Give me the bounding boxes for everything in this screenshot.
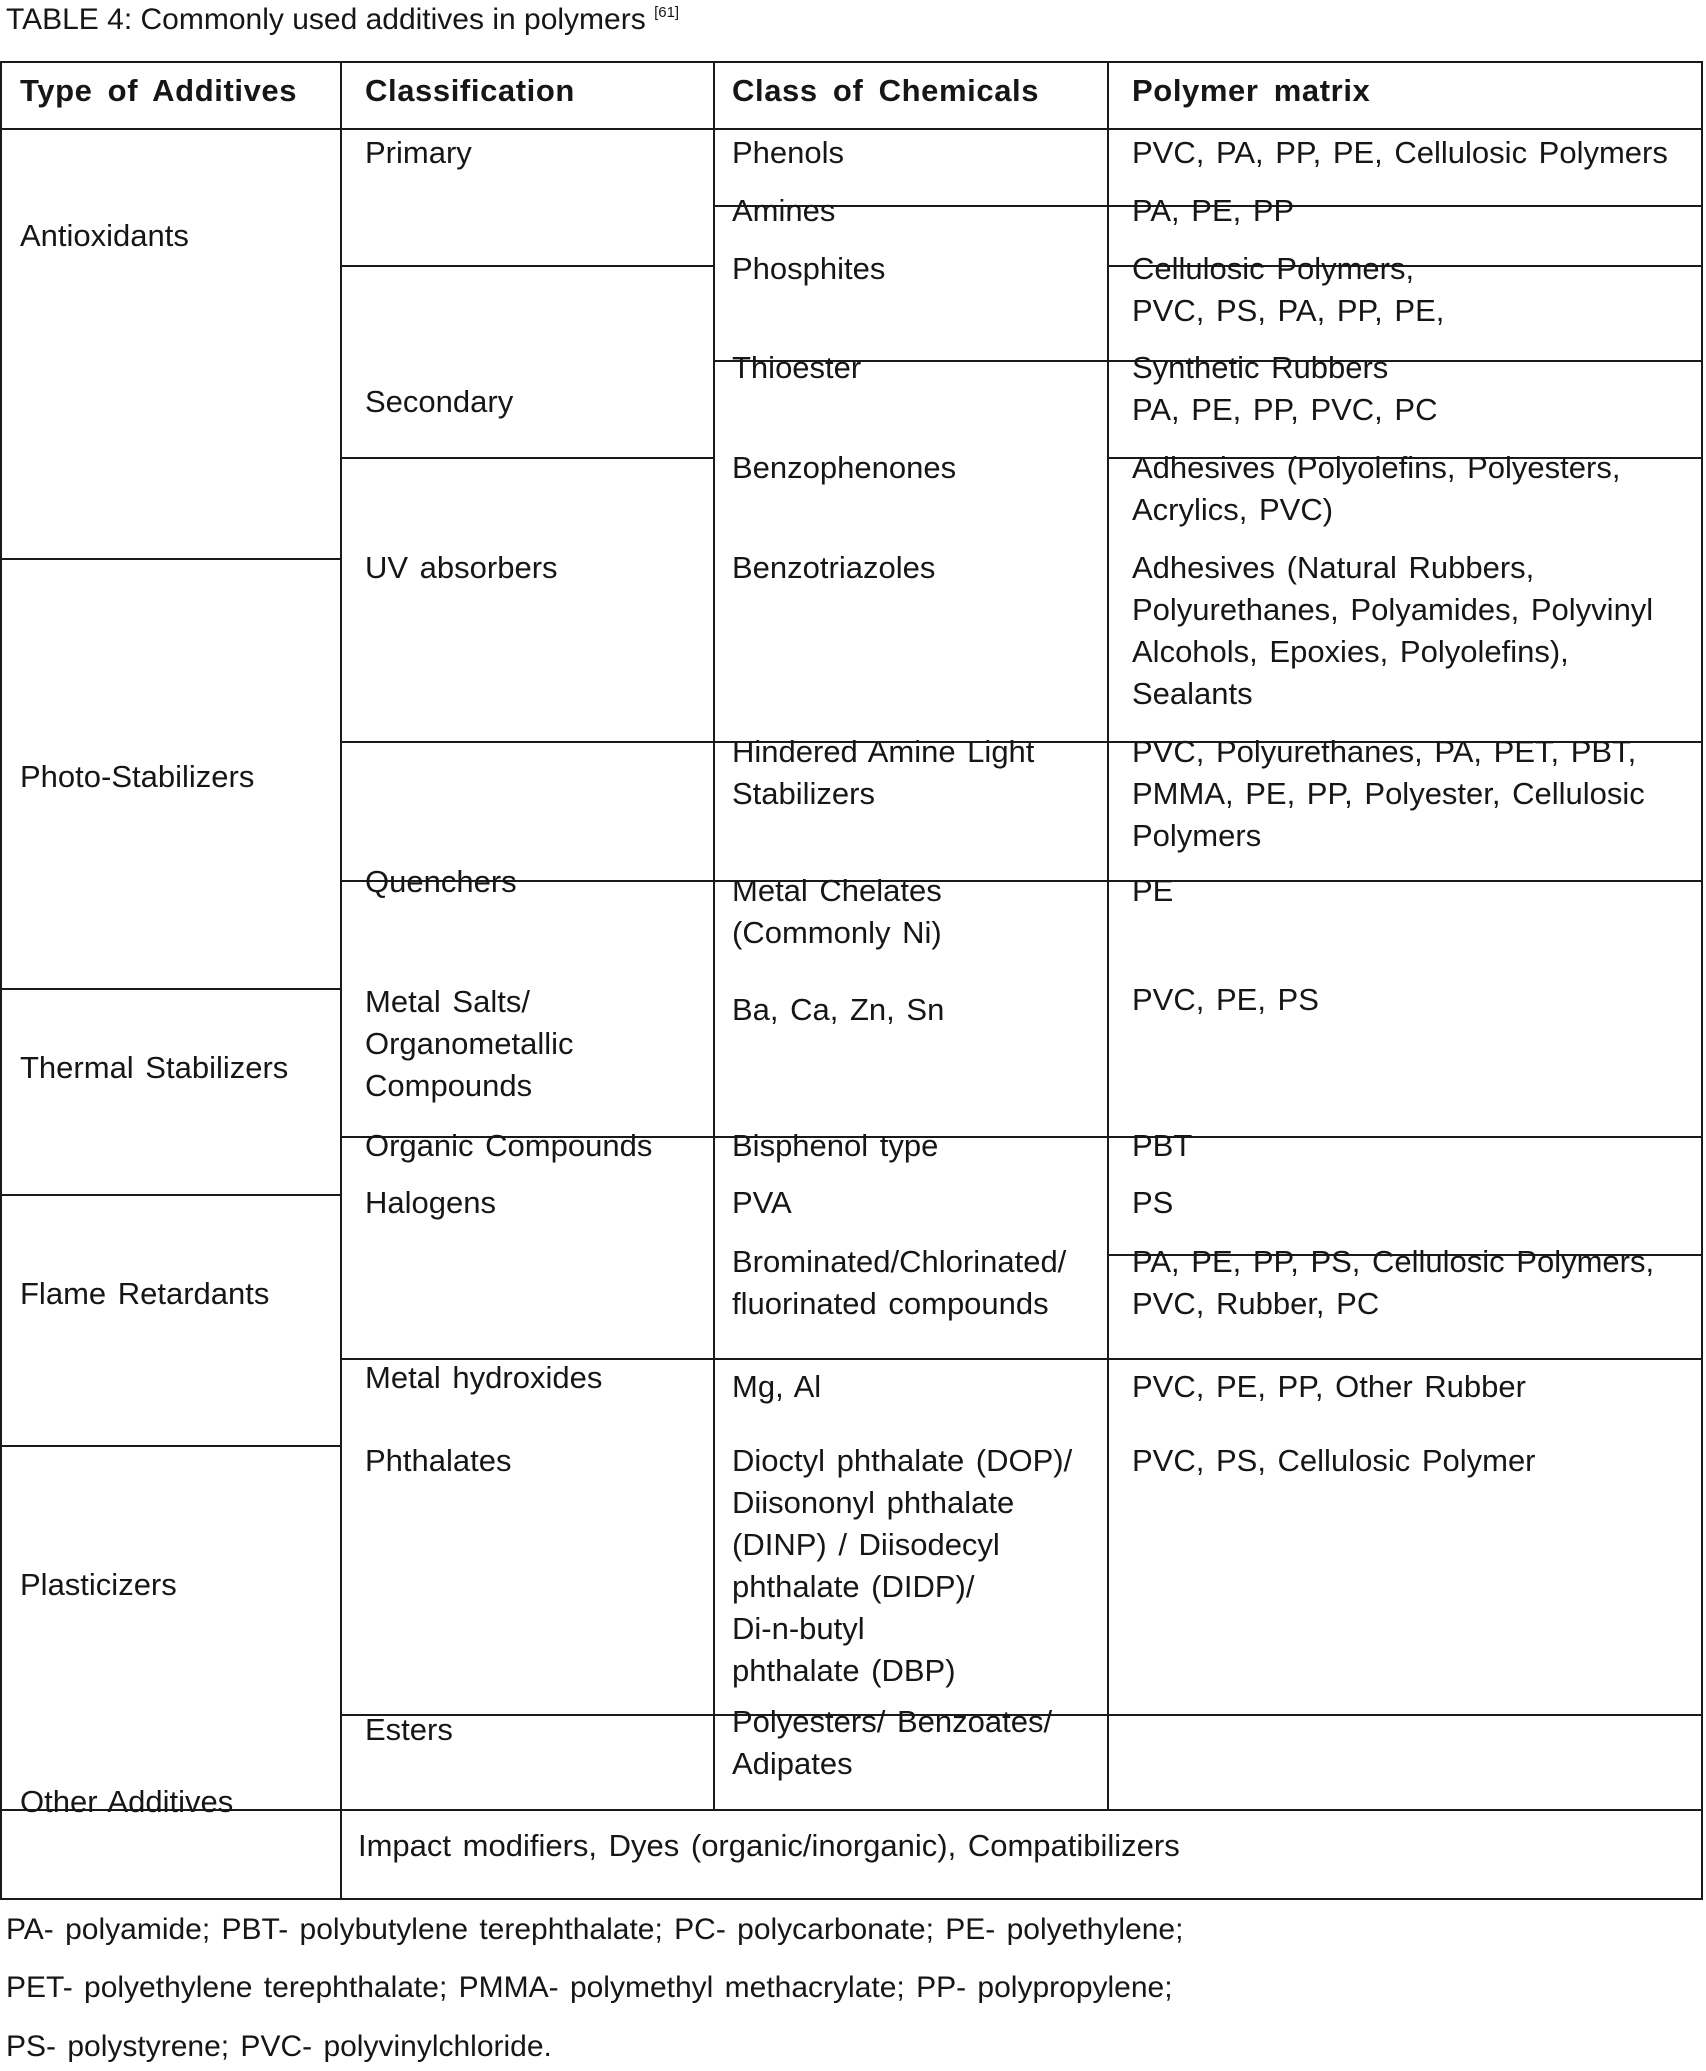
classification-line: Compounds [365,1068,533,1103]
table-rule [342,265,715,267]
polymer-matrix: PVC, PA, PP, PE, Cellulosic Polymers [1132,135,1668,170]
table-rule [340,61,342,1900]
chemical-class: Thioester [732,350,862,385]
polymer-matrix [1132,1241,1654,1325]
table-rule [0,1898,1703,1900]
footnote-line: PA- polyamide; PBT- polybutylene terephthalate; PC- polycarbonate; PE- polyethylene; [6,1913,1184,1946]
table-rule [1107,61,1109,1811]
chemical-class: Ba, Ca, Zn, Sn [732,992,945,1027]
chemical-class: PVA [732,1185,792,1220]
column-header: Classification [365,73,575,108]
chemical-class: Bisphenol type [732,1128,939,1163]
chemical-class-line: (DINP) / Diisodecyl [732,1527,1000,1562]
chemical-class-line: Polyesters/ Benzoates/ [732,1704,1053,1739]
table-rule [1109,1136,1703,1138]
polymer-matrix-line: PA, PE, PP, PS, Cellulosic Polymers, [1132,1244,1655,1279]
polymer-matrix-line: PVC, PS, PA, PP, PE, [1132,293,1445,328]
classification [365,981,573,1107]
classification-line: Metal Salts/ [365,984,530,1019]
classification: Secondary [365,384,514,419]
polymer-matrix [1132,248,1444,332]
polymer-matrix: PVC, PE, PS [1132,982,1319,1017]
table-rule [0,1445,342,1447]
table-rule [342,457,715,459]
additive-type: Other Additives [20,1784,234,1819]
polymer-matrix-line: Synthetic Rubbers [1132,350,1389,385]
polymer-matrix [1132,731,1645,857]
chemical-class [732,1701,1052,1785]
chemical-class: Phosphites [732,251,886,286]
table-rule [1109,880,1703,882]
chemical-class-line: Hindered Amine Light [732,734,1035,769]
polymer-matrix [1132,547,1653,715]
classification: Primary [365,135,472,170]
polymer-matrix [1132,347,1437,431]
chemical-class-line: phthalate (DIDP)/ [732,1569,975,1604]
additive-type: Plasticizers [20,1567,177,1602]
caption-label: TABLE 4: Commonly used additives in polymers [6,3,646,36]
classification: UV absorbers [365,550,558,585]
additive-type: Photo-Stabilizers [20,759,255,794]
chemical-class: Mg, Al [732,1369,822,1404]
polymer-matrix: PVC, PS, Cellulosic Polymer [1132,1443,1536,1478]
chemical-class-line: Metal Chelates [732,873,942,908]
additive-type: Flame Retardants [20,1276,270,1311]
other-additives-list: Impact modifiers, Dyes (organic/inorganic), Compatibilizers [358,1828,1180,1863]
polymer-matrix: PA, PE, PP [1132,193,1295,228]
table-rule [0,61,2,1900]
polymer-matrix-line: PVC, Rubber, PC [1132,1286,1380,1321]
classification: Phthalates [365,1443,512,1478]
polymer-matrix-line: Acrylics, PVC) [1132,492,1334,527]
chemical-class: Phenols [732,135,845,170]
footnote-line: PS- polystyrene; PVC- polyvinylchloride. [6,2030,552,2063]
chemical-class-line: Stabilizers [732,776,875,811]
polymer-matrix: PS [1132,1185,1174,1220]
classification: Halogens [365,1185,496,1220]
polymer-matrix-line: Alcohols, Epoxies, Polyolefins), [1132,634,1569,669]
chemical-class-line: (Commonly Ni) [732,915,942,950]
classification: Metal hydroxides [365,1360,603,1395]
table-rule [0,128,1703,130]
chemical-class: Benzophenones [732,450,957,485]
table-rule [0,1809,1703,1811]
polymer-matrix: PVC, PE, PP, Other Rubber [1132,1369,1526,1404]
polymer-matrix: PE [1132,873,1174,908]
table-rule [0,61,1703,63]
classification: Organic Compounds [365,1128,653,1163]
table-rule [1109,1358,1703,1360]
classification: Quenchers [365,864,517,899]
polymer-matrix-line: Adhesives (Polyolefins, Polyesters, [1132,450,1621,485]
chemical-class-line: Dioctyl phthalate (DOP)/ [732,1443,1073,1478]
table-rule [715,1358,1109,1360]
chemical-class [732,1241,1066,1325]
table-rule [713,61,715,1811]
classification-line: Organometallic [365,1026,574,1061]
chemical-class-line: Di-n-butyl [732,1611,865,1646]
additive-type: Thermal Stabilizers [20,1050,289,1085]
caption-reference: [61] [654,4,680,21]
table-rule [1109,1714,1703,1716]
table-rule [1701,61,1703,1900]
chemical-class-line: Diisononyl phthalate [732,1485,1015,1520]
chemical-class [732,1440,1072,1692]
column-header: Type of Additives [20,73,298,108]
polymer-matrix-line: Adhesives (Natural Rubbers, [1132,550,1535,585]
polymer-matrix [1132,447,1620,531]
polymer-matrix-line: Cellulosic Polymers, [1132,251,1415,286]
chemical-class-line: fluorinated compounds [732,1286,1049,1321]
column-header: Class of Chemicals [732,73,1040,108]
chemical-class [732,870,942,954]
column-header: Polymer matrix [1132,73,1371,108]
table-rule [0,988,342,990]
additive-type: Antioxidants [20,218,189,253]
chemical-class-line: Brominated/Chlorinated/ [732,1244,1067,1279]
table-rule [342,741,715,743]
polymer-matrix-line: Sealants [1132,676,1253,711]
classification: Esters [365,1712,453,1747]
table-rule [0,1194,342,1196]
polymer-matrix-line: PVC, Polyurethanes, PA, PET, PBT, [1132,734,1637,769]
polymer-matrix-line: Polyurethanes, Polyamides, Polyvinyl [1132,592,1654,627]
chemical-class [732,731,1034,815]
polymer-matrix: PBT [1132,1128,1193,1163]
polymer-matrix-line: Polymers [1132,818,1262,853]
table-rule [0,558,342,560]
chemical-class-line: phthalate (DBP) [732,1653,956,1688]
polymer-matrix-line: PMMA, PE, PP, Polyester, Cellulosic [1132,776,1645,811]
footnote-line: PET- polyethylene terephthalate; PMMA- polymethyl methacrylate; PP- polypropylene; [6,1971,1173,2004]
chemical-class-line: Adipates [732,1746,853,1781]
chemical-class: Amines [732,193,836,228]
chemical-class: Benzotriazoles [732,550,936,585]
polymer-matrix-line: PA, PE, PP, PVC, PC [1132,392,1438,427]
